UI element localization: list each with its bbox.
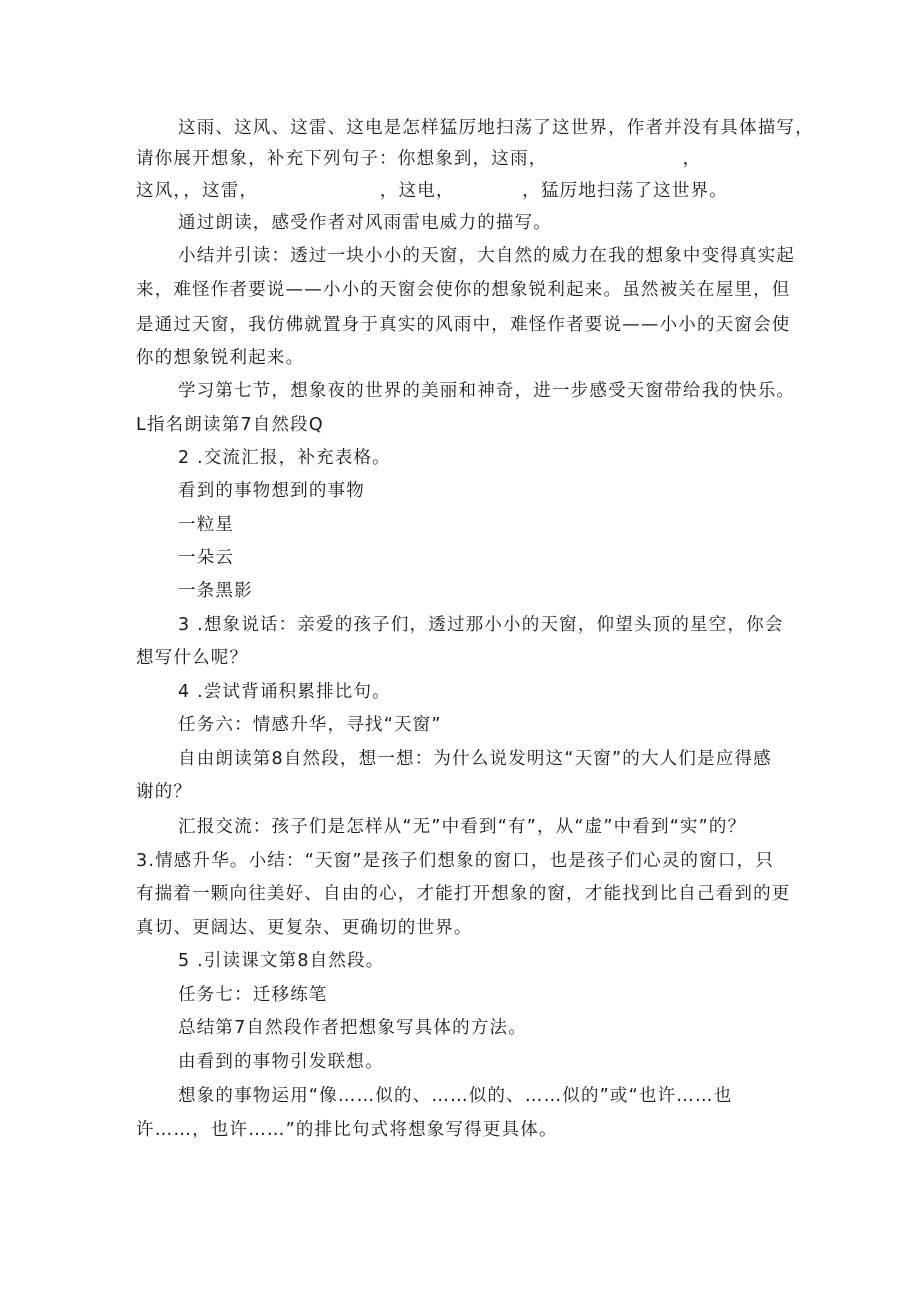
paragraph-line: 由看到的事物引发联想。 (178, 1052, 384, 1072)
paragraph-line: 4 .尝试背诵积累排比句。 (178, 682, 391, 702)
paragraph-line: 谢的？ (136, 782, 193, 802)
paragraph-line: 来，难怪作者要说——小小的天窗会使你的想象锐利起来。虽然被关在屋里，但 (136, 280, 791, 300)
paragraph-line: 汇报交流：孩子们是怎样从“无”中看到“有”，从“虚”中看到“实”的？ (178, 817, 747, 837)
paragraph-line: 一朵云 (178, 548, 235, 568)
paragraph-line: 想象的事物运用“像……似的、……似的、……似的”或“也许……也 (178, 1086, 733, 1106)
paragraph-line: 2 .交流汇报，补充表格。 (178, 448, 391, 468)
paragraph-line: 5 .引读课文第8自然段。 (178, 951, 385, 971)
paragraph-line: 自由朗读第8自然段，想一想：为什么说发明这“天窗”的大人们是应得感 (178, 749, 772, 769)
paragraph-line: 请你展开想象，补充下列句子：你想象到，这雨， ， (136, 149, 702, 169)
paragraph-line: 总结第7自然段作者把想象写具体的方法。 (178, 1018, 527, 1038)
paragraph-line: 一粒星 (178, 515, 235, 535)
paragraph-line: 任务六：情感升华，寻找“天窗” (178, 715, 442, 735)
paragraph-line: 学习第七节，想象夜的世界的美丽和神奇，进一步感受天窗带给我的快乐。 (178, 381, 796, 401)
paragraph-line: 你的想象锐利起来。 (136, 348, 305, 368)
paragraph-line: 3 .想象说话：亲爱的孩子们，透过那小小的天窗，仰望头顶的星空，你会 (178, 615, 784, 635)
paragraph-line: 3.情感升华。小结：“天窗”是孩子们想象的窗口，也是孩子们心灵的窗口，只 (136, 851, 775, 871)
paragraph-line: 有揣着一颗向往美好、自由的心，才能打开想象的窗，才能找到比自己看到的更 (136, 884, 791, 904)
paragraph-line: 是通过天窗，我仿佛就置身于真实的风雨中，难怪作者要说——小小的天窗会使 (136, 315, 791, 335)
paragraph-line: 一条黑影 (178, 581, 253, 601)
paragraph-line: L指名朗读第7自然段Q (136, 415, 324, 435)
paragraph-line: 想写什么呢？ (136, 648, 249, 668)
paragraph-line: 任务七：迁移练笔 (178, 985, 328, 1005)
paragraph-line: 许……，也许……”的排比句式将想象写得更具体。 (136, 1120, 558, 1140)
paragraph-line: 看到的事物想到的事物 (178, 481, 365, 501)
paragraph-line: 这风，，这雷， ，这电， ，猛厉地扫荡了这世界。 (136, 181, 729, 201)
paragraph-line: 这雨、这风、这雷、这电是怎样猛厉地扫荡了这世界，作者并没有具体描写， (178, 118, 814, 138)
paragraph-line: 真切、更阔达、更复杂、更确切的世界。 (136, 918, 473, 938)
paragraph-line: 小结并引读：透过一块小小的天窗，大自然的威力在我的想象中变得真实起 (178, 246, 796, 266)
paragraph-line: 通过朗读，感受作者对风雨雷电威力的描写。 (178, 213, 552, 233)
